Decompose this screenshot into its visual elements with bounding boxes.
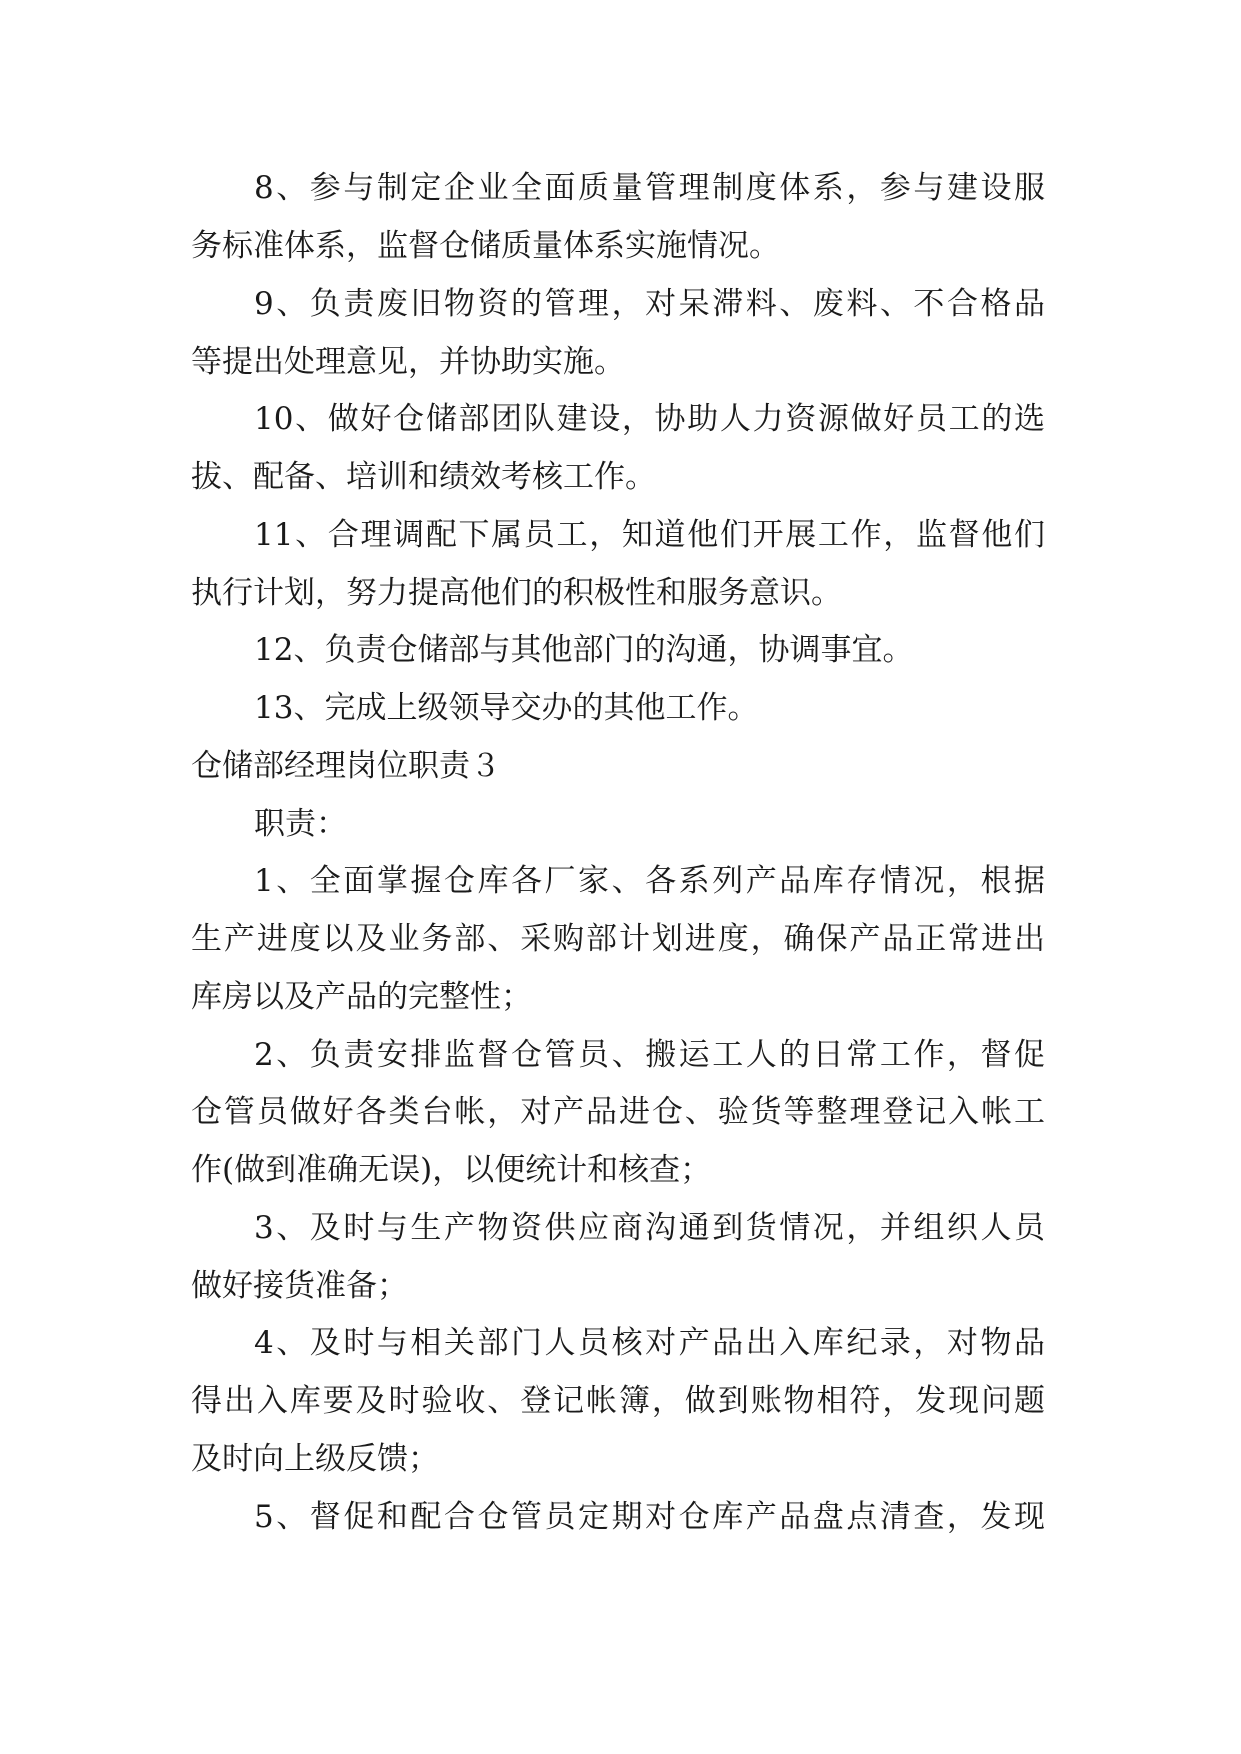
section-heading: 仓储部经理岗位职责３ — [191, 748, 501, 784]
duty-4-line-2: 得出入库要及时验收、登记帐簿，做到账物相符，发现问题 — [191, 1383, 1045, 1419]
duty-3-line-2: 做好接货准备； — [191, 1268, 408, 1304]
duty-1-line-3: 库房以及产品的完整性； — [191, 979, 532, 1015]
duty-1-line-2: 生产进度以及业务部、采购部计划进度，确保产品正常进出 — [191, 921, 1045, 957]
duties-label: 职责： — [254, 806, 347, 842]
duty-2-line-2: 仓管员做好各类台帐，对产品进仓、验货等整理登记入帐工 — [191, 1094, 1045, 1130]
paragraph-13: 13、完成上级领导交办的其他工作。 — [254, 690, 759, 726]
duty-2-line-1: 2、负责安排监督仓管员、搬运工人的日常工作，督促 — [254, 1037, 1045, 1073]
duty-4-line-1: 4、及时与相关部门人员核对产品出入库纪录，对物品 — [254, 1325, 1045, 1361]
paragraph-12: 12、负责仓储部与其他部门的沟通，协调事宜。 — [254, 632, 914, 668]
duty-1-line-1: 1、全面掌握仓库各厂家、各系列产品库存情况，根据 — [254, 863, 1045, 899]
duty-4-line-3: 及时向上级反馈； — [191, 1441, 439, 1477]
paragraph-10-line-2: 拔、配备、培训和绩效考核工作。 — [191, 459, 656, 495]
paragraph-8-line-1: 8、参与制定企业全面质量管理制度体系，参与建设服 — [254, 170, 1045, 206]
paragraph-9-line-2: 等提出处理意见，并协助实施。 — [191, 344, 625, 380]
paragraph-9-line-1: 9、负责废旧物资的管理，对呆滞料、废料、不合格品 — [254, 286, 1045, 322]
duty-5-line-1: 5、督促和配合仓管员定期对仓库产品盘点清查，发现 — [254, 1499, 1045, 1535]
duty-3-line-1: 3、及时与生产物资供应商沟通到货情况，并组织人员 — [254, 1210, 1045, 1246]
paragraph-8-line-2: 务标准体系，监督仓储质量体系实施情况。 — [191, 228, 780, 264]
paragraph-11-line-1: 11、合理调配下属员工，知道他们开展工作，监督他们 — [254, 517, 1045, 553]
duty-2-line-3: 作(做到准确无误)，以便统计和核查； — [191, 1152, 712, 1188]
paragraph-11-line-2: 执行计划，努力提高他们的积极性和服务意识。 — [191, 575, 842, 611]
paragraph-10-line-1: 10、做好仓储部团队建设，协助人力资源做好员工的选 — [254, 401, 1045, 437]
